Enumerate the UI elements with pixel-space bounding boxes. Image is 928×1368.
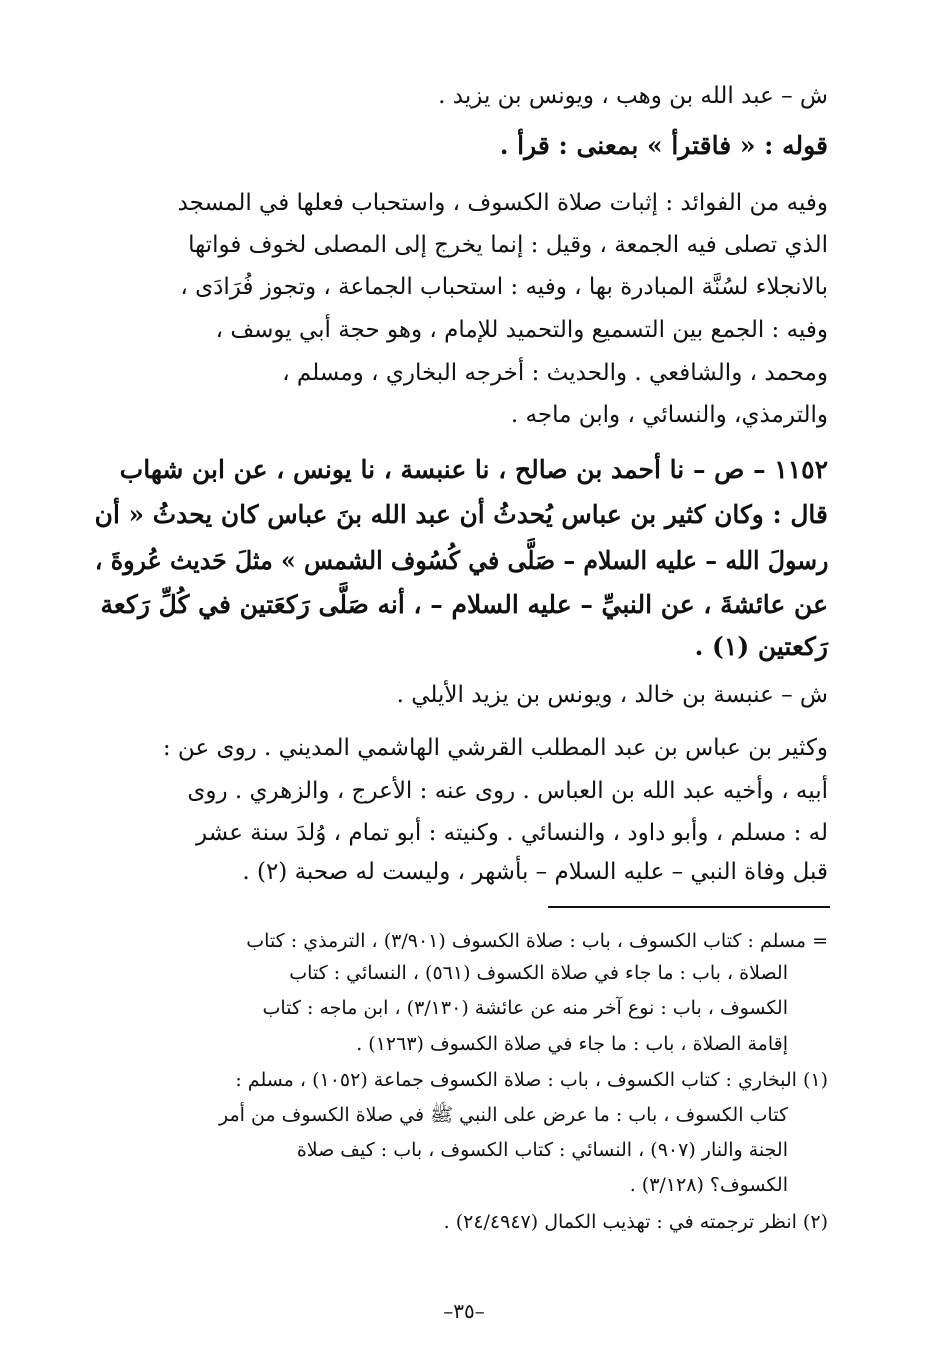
footnote-line: الكسوف ، باب : نوع آخر منه عن عائشة (٣/١٣٠) ، ابن ماجه : كتاب bbox=[262, 997, 788, 1019]
footnote-separator bbox=[548, 906, 830, 908]
footnote-line: الجنة والنار (٩٠٧) ، النسائي : كتاب الكسوف ، باب : كيف صلاة bbox=[296, 1139, 788, 1161]
hadith-line: رَكعتين (١) . bbox=[694, 632, 828, 661]
footnote-line: الصلاة ، باب : ما جاء في صلاة الكسوف (٥٦١) ، النسائي : كتاب bbox=[289, 962, 788, 984]
paragraph-line: الذي تصلى فيه الجمعة ، وقيل : إنما يخرج إلى المصلى لخوف فواتها bbox=[188, 232, 828, 258]
biography-line: له : مسلم ، وأبو داود ، والنسائي . وكنيته : أبو تمام ، وُلدَ سنة عشر bbox=[196, 820, 828, 846]
paragraph-line: وفيه من الفوائد : إثبات صلاة الكسوف ، واستحباب فعلها في المسجد bbox=[177, 190, 828, 216]
footnote-line: = مسلم : كتاب الكسوف ، باب : صلاة الكسوف (٣/٩٠١) ، الترمذي : كتاب bbox=[246, 930, 828, 952]
hadith-line: عن عائشةَ ، عن النبيِّ – عليه السلام – ، أنه صَلَّى رَكعَتين في كُلِّ رَكعة bbox=[100, 590, 828, 619]
hadith-line: رسولَ الله – عليه السلام – صَلَّى في كُسُوف الشمس » مثلَ حَديث عُروةَ ، bbox=[94, 546, 828, 575]
paragraph-line: ومحمد ، والشافعي . والحديث : أخرجه البخاري ، ومسلم ، bbox=[282, 360, 828, 386]
footnote-line: كتاب الكسوف ، باب : ما عرض على النبي ﷺ في صلاة الكسوف من أمر bbox=[218, 1104, 788, 1126]
commentary-line: ش – عبد الله بن وهب ، ويونس بن يزيد . bbox=[438, 83, 828, 109]
footnote-line: (٢) انظر ترجمته في : تهذيب الكمال (٢٤/٤٩٤٧) . bbox=[443, 1211, 828, 1233]
commentary-line: ش – عنبسة بن خالد ، ويونس بن يزيد الأيلي . bbox=[396, 682, 828, 708]
biography-line: قبل وفاة النبي – عليه السلام – بأشهر ، وليست له صحبة (٢) . bbox=[242, 859, 828, 885]
footnote-line: إقامة الصلاة ، باب : ما جاء في صلاة الكسوف (١٢٦٣) . bbox=[356, 1033, 788, 1055]
biography-line: أبيه ، وأخيه عبد الله بن العباس . روى عنه : الأعرج ، والزهري . روى bbox=[187, 778, 828, 804]
hadith-line: ١١٥٢ – ص – نا أحمد بن صالح ، نا عنبسة ، نا يونس ، عن ابن شهاب bbox=[119, 455, 828, 484]
commentary-heading: قوله : « فاقترأ » بمعنى : قرأ . bbox=[499, 131, 828, 160]
footnote-line: الكسوف؟ (٣/١٢٨) . bbox=[629, 1174, 788, 1196]
paragraph-line: والترمذي، والنسائي ، وابن ماجه . bbox=[510, 402, 828, 428]
paragraph-line: بالانجلاء لسُنَّة المبادرة بها ، وفيه : استحباب الجماعة ، وتجوز فُرَادَى ، bbox=[180, 274, 828, 300]
footnote-line: (١) البخاري : كتاب الكسوف ، باب : صلاة الكسوف جماعة (١٠٥٢) ، مسلم : bbox=[235, 1069, 828, 1091]
page-number: –٣٥– bbox=[443, 1299, 485, 1323]
paragraph-line: وفيه : الجمع بين التسميع والتحميد للإمام ، وهو حجة أبي يوسف ، bbox=[215, 317, 828, 343]
hadith-line: قال : وكان كثير بن عباس يُحدثُ أن عبد الله بنَ عباس كان يحدثُ « أن bbox=[94, 500, 828, 529]
biography-line: وكثير بن عباس بن عبد المطلب القرشي الهاشمي المديني . روى عن : bbox=[162, 735, 828, 761]
